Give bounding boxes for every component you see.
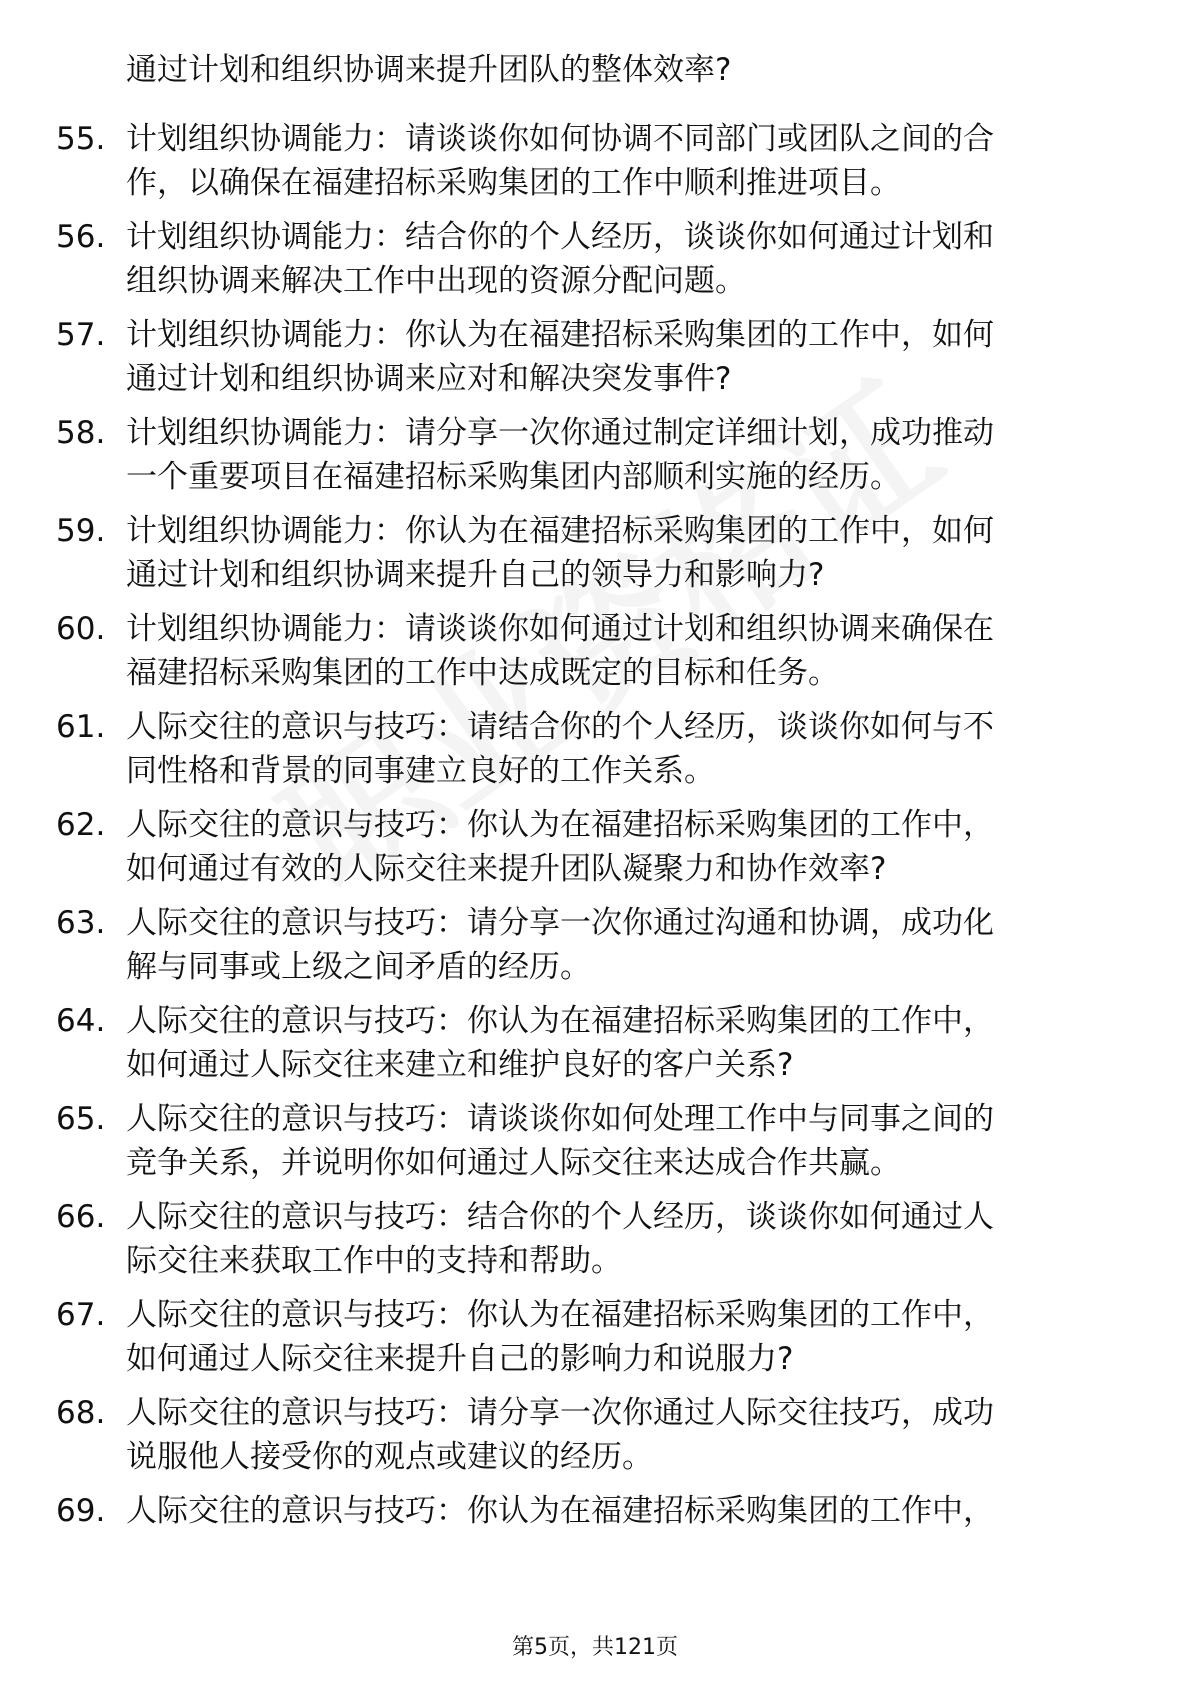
question-text-line: 组织协调来解决工作中出现的资源分配问题。 [126,263,746,299]
page-footer: 第5页，共121页 [512,1635,678,1660]
question-item [0,509,1190,597]
question-text-line: 作，以确保在福建招标采购集团的工作中顺利推进项目。 [126,165,901,201]
question-item [0,215,1190,303]
question-item [0,1195,1190,1283]
question-item [0,117,1190,205]
question-text-line: 如何通过有效的人际交往来提升团队凝聚力和协作效率? [126,851,887,887]
question-number: 59. [56,513,106,549]
question-text-line: 计划组织协调能力：请分享一次你通过制定详细计划，成功推动 [126,415,994,451]
question-text [126,215,1116,303]
question-item [0,999,1190,1087]
question-text-line: 人际交往的意识与技巧：请分享一次你通过沟通和协调，成功化 [126,905,994,941]
question-item [0,411,1190,499]
question-number: 66. [56,1199,106,1235]
question-text [126,607,1116,695]
question-list [0,117,1190,1587]
question-text-line: 如何通过人际交往来提升自己的影响力和说服力? [126,1341,794,1377]
question-text-line: 人际交往的意识与技巧：结合你的个人经历，谈谈你如何通过人 [126,1199,994,1235]
question-item [0,607,1190,695]
question-text [126,509,1116,597]
question-text [126,901,1116,989]
question-text [126,1293,1116,1381]
question-text-line: 通过计划和组织协调来应对和解决突发事件? [126,361,732,397]
question-text-line: 人际交往的意识与技巧：请谈谈你如何处理工作中与同事之间的 [126,1101,994,1137]
question-number: 61. [56,709,106,745]
question-number: 69. [56,1493,106,1529]
question-text [126,705,1116,793]
question-text-line: 说服他人接受你的观点或建议的经历。 [126,1439,653,1475]
question-text-line: 解与同事或上级之间矛盾的经历。 [126,949,591,985]
question-text-line: 人际交往的意识与技巧：你认为在福建招标采购集团的工作中， [126,1297,994,1333]
question-number: 60. [56,611,106,647]
question-text [126,999,1116,1087]
question-number: 65. [56,1101,106,1137]
question-number: 67. [56,1297,106,1333]
question-text-line: 计划组织协调能力：结合你的个人经历，谈谈你如何通过计划和 [126,219,994,255]
question-text [126,313,1116,401]
question-text-line: 际交往来获取工作中的支持和帮助。 [126,1243,622,1279]
question-text-line: 一个重要项目在福建招标采购集团内部顺利实施的经历。 [126,459,901,495]
question-text-line: 计划组织协调能力：你认为在福建招标采购集团的工作中，如何 [126,513,994,549]
question-item [0,1293,1190,1381]
question-text-line: 人际交往的意识与技巧：你认为在福建招标采购集团的工作中， [126,1493,994,1529]
question-text [126,117,1116,205]
question-text [126,1195,1116,1283]
question-text-line: 竞争关系，并说明你如何通过人际交往来达成合作共赢。 [126,1145,901,1181]
question-number: 64. [56,1003,106,1039]
question-text [126,1489,1116,1533]
question-text-line: 人际交往的意识与技巧：请结合你的个人经历，谈谈你如何与不 [126,709,994,745]
question-number: 57. [56,317,106,353]
question-number: 62. [56,807,106,843]
question-number: 56. [56,219,106,255]
question-text [126,803,1116,891]
question-item [0,313,1190,401]
question-text-line: 福建招标采购集团的工作中达成既定的目标和任务。 [126,655,839,691]
question-text-line: 如何通过人际交往来建立和维护良好的客户关系? [126,1047,794,1083]
question-text [126,1391,1116,1479]
question-item [0,1097,1190,1185]
question-text-line: 计划组织协调能力：请谈谈你如何通过计划和组织协调来确保在 [126,611,994,647]
question-number: 58. [56,415,106,451]
question-text-line: 通过计划和组织协调来提升自己的领导力和影响力? [126,557,825,593]
continuation-line: 通过计划和组织协调来提升团队的整体效率? [126,52,732,88]
question-text-line: 人际交往的意识与技巧：请分享一次你通过人际交往技巧，成功 [126,1395,994,1431]
question-number: 63. [56,905,106,941]
question-number: 55. [56,121,106,157]
question-text [126,411,1116,499]
question-item [0,1489,1190,1577]
question-item [0,1391,1190,1479]
question-item [0,705,1190,793]
question-item [0,901,1190,989]
question-number: 68. [56,1395,106,1431]
question-text-line: 人际交往的意识与技巧：你认为在福建招标采购集团的工作中， [126,807,994,843]
question-item [0,803,1190,891]
question-text-line: 人际交往的意识与技巧：你认为在福建招标采购集团的工作中， [126,1003,994,1039]
question-text-line: 计划组织协调能力：请谈谈你如何协调不同部门或团队之间的合 [126,121,994,157]
question-text-line: 同性格和背景的同事建立良好的工作关系。 [126,753,715,789]
question-text [126,1097,1116,1185]
question-text-line: 计划组织协调能力：你认为在福建招标采购集团的工作中，如何 [126,317,994,353]
